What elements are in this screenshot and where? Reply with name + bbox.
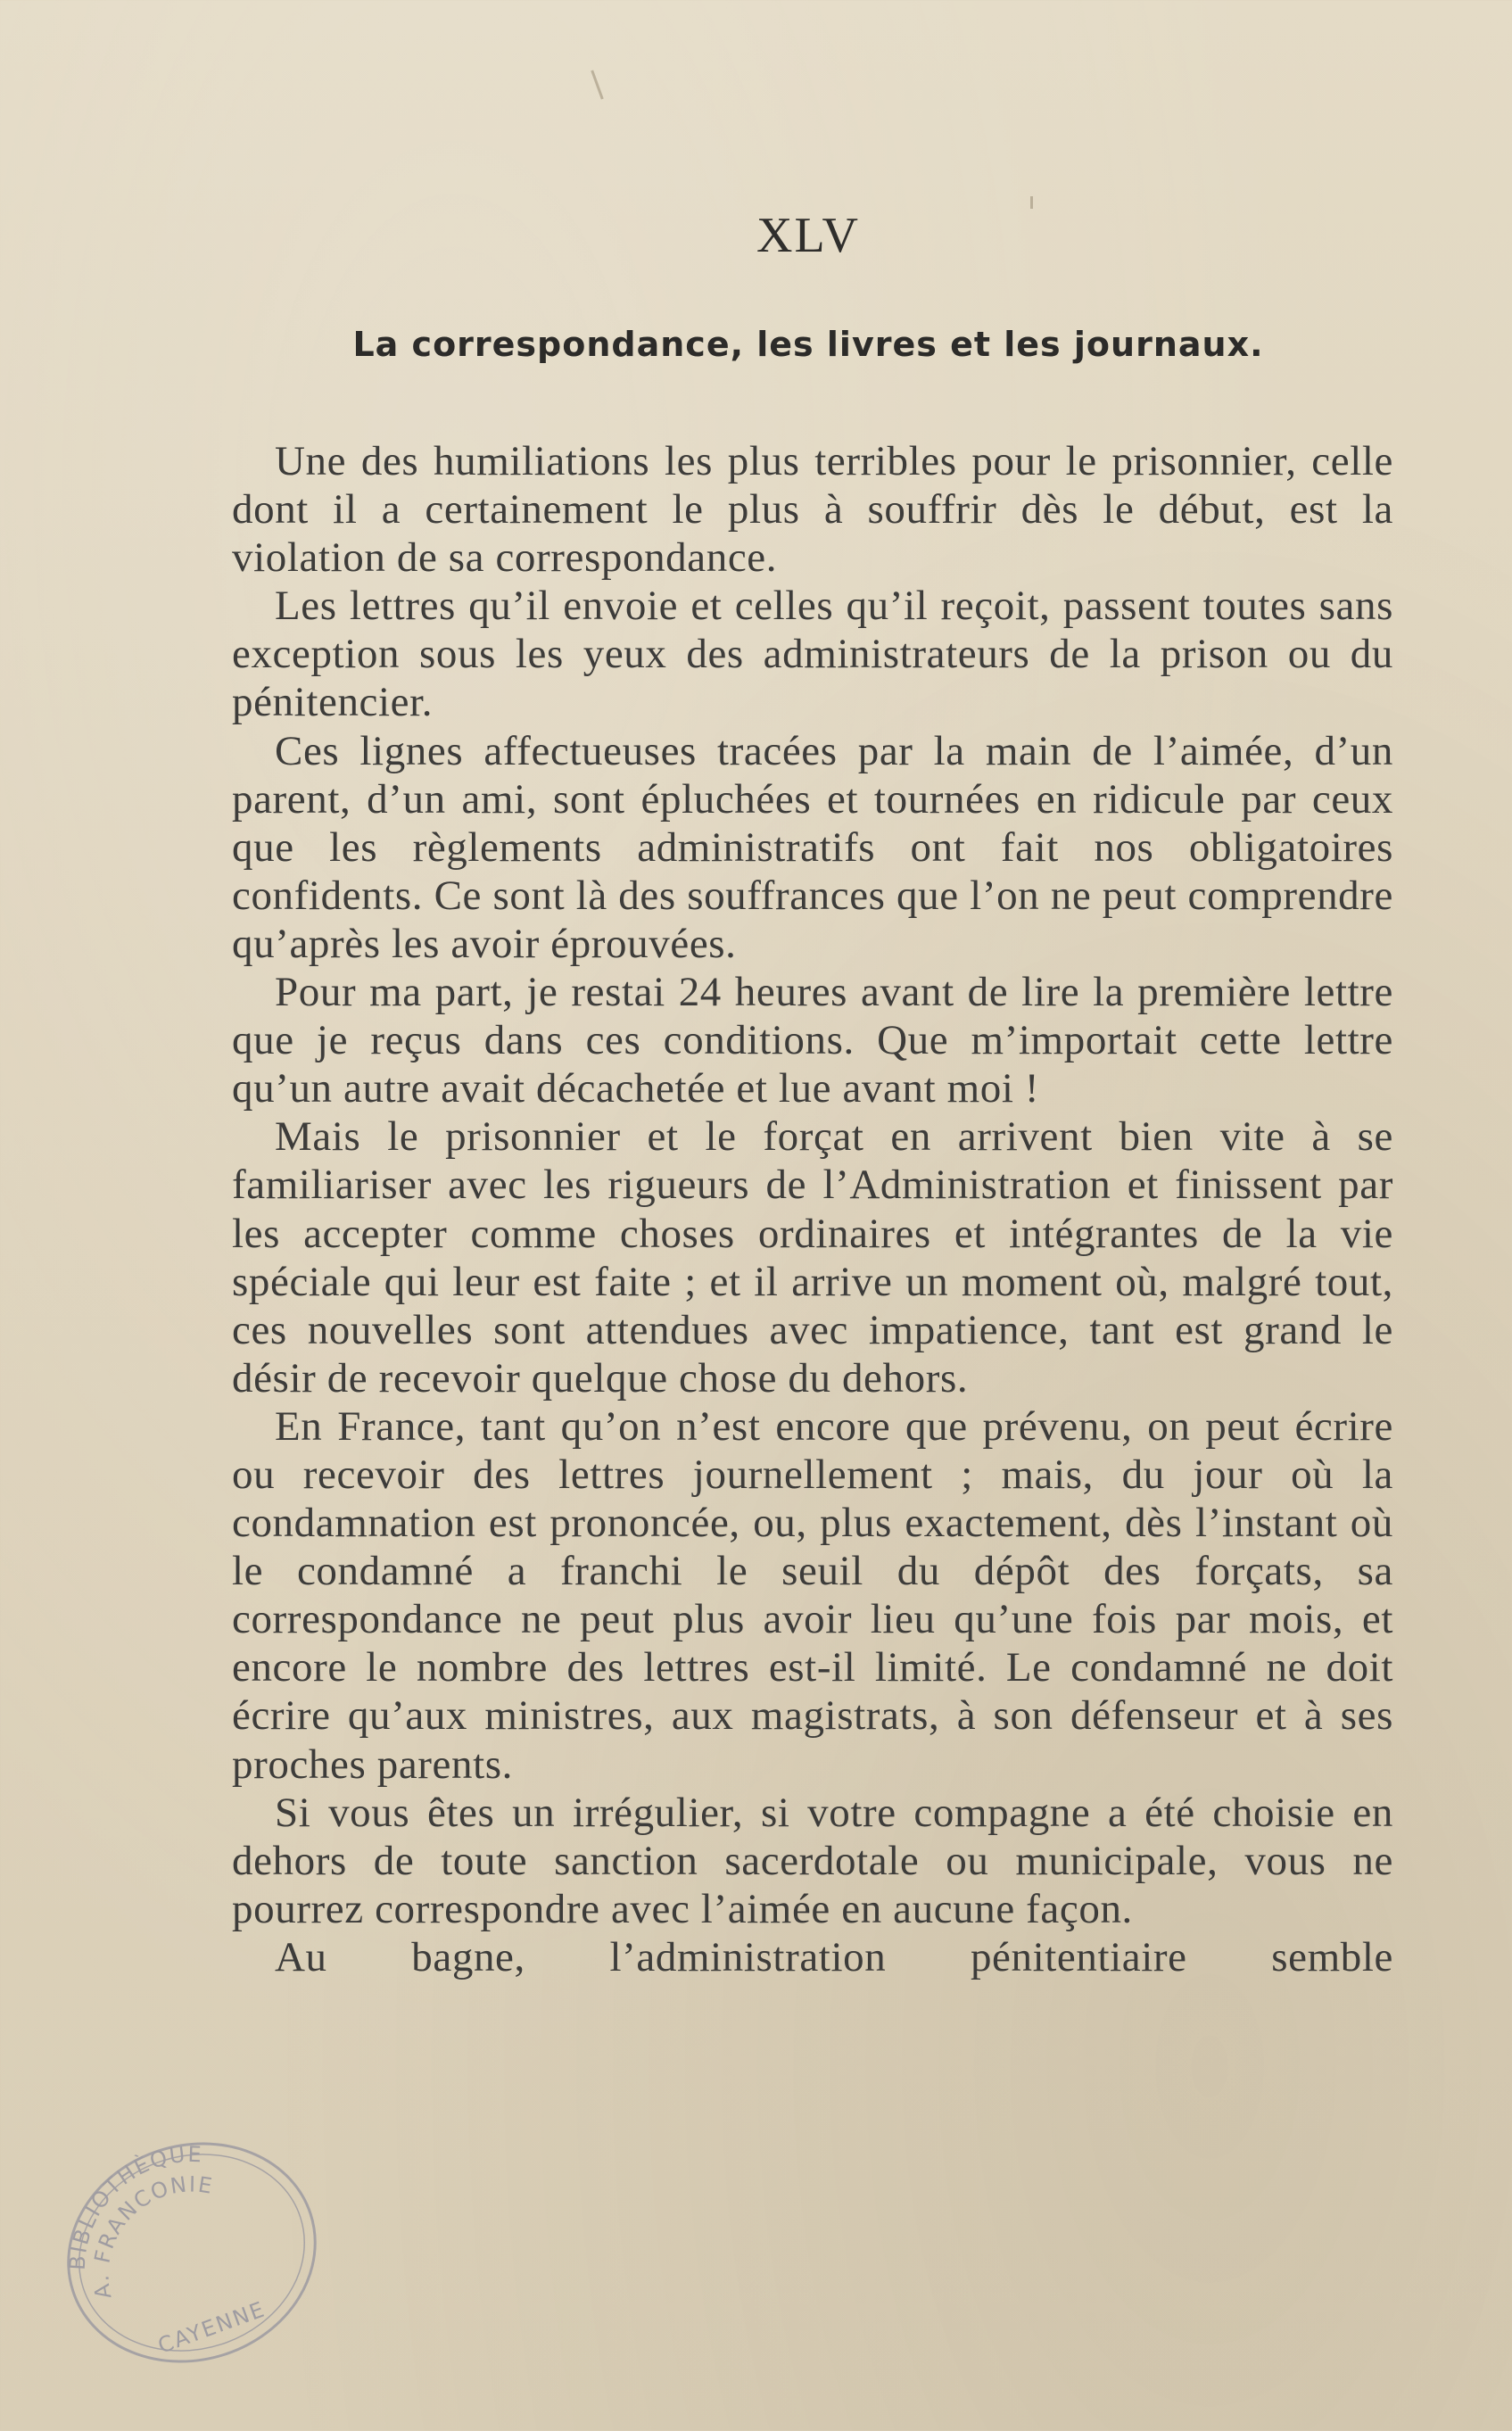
body-text — [232, 437, 1393, 1981]
paragraph-5: Mais le prisonnier et le forçat en arrivent bien vite à se familiariser avec les rigueurs de l’Administration et finissent par les accepter comme choses ordinaires et intégrantes de la vie spéciale qui leur est faite ; et il arrive un moment où, malgré tout, ces nouvelles sont attendues avec impatience, tant est grand le désir de recevoir quelque chose du dehors. — [232, 1113, 1393, 1402]
library-stamp — [49, 2119, 326, 2377]
paragraph-2: Les lettres qu’il envoie et celles qu’il reçoit, passent toutes sans exception sous les yeux des administrateurs de la prison ou du pénitencier. — [232, 583, 1393, 726]
paragraph-3: Ces lignes affectueuses tracées par la main de l’aimée, d’un parent, d’un ami, sont épluchées et tournées en ridicule par ceux que les règlements administratifs ont fait nos obligatoires confidents. Ce sont là des souffrances que l’on ne peut comprendre qu’après les avoir éprouvées. — [232, 727, 1393, 967]
paragraph-1: Une des humiliations les plus terribles pour le prisonnier, celle dont il a certainement le plus à souffrir dès le début, est la violation de sa correspondance. — [232, 438, 1393, 582]
chapter-number: XLV — [756, 208, 860, 263]
paragraph-6: En France, tant qu’on n’est encore que prévenu, on peut écrire ou recevoir des lettres journellement ; mais, du jour où la condamnation est prononcée, ou, plus exactement, dès l’instant où le condamné a franchi le seuil du dépôt des forçats, sa correspondance ne peut plus avoir lieu qu’une fois par mois, et encore le nombre des lettres est-il limité. Le condamné ne doit écrire qu’aux ministres, aux magistrats, à son défenseur et à ses proches parents. — [232, 1402, 1393, 1788]
stamp-line-3: CAYENNE — [154, 2296, 269, 2359]
stamp-line-2: A. FRANCONIE — [88, 2171, 216, 2302]
paragraph-8: Au bagne, l’administration pénitentiaire semble — [275, 1933, 1393, 1980]
paragraph-4: Pour ma part, je restai 24 heures avant de lire la première lettre que je reçus dans ces conditions. Que m’importait cette lettre qu’un autre avait décachetée et lue avant moi ! — [232, 969, 1393, 1112]
stamp-line-1: BIBLIOTHÈQUE — [64, 2141, 204, 2271]
paper-mark — [1030, 196, 1033, 209]
paper-mark — [591, 70, 603, 100]
svg-text:A. FRANCONIE — [89, 2171, 216, 2301]
paragraph-7: Si vous êtes un irrégulier, si votre compagne a été choisie en dehors de toute sanction sacerdotale ou municipale, vous ne pourrez correspondre avec l’aimée en aucune façon. — [232, 1789, 1393, 1932]
chapter-title: La correspondance, les livres et les journaux. — [352, 325, 1264, 364]
